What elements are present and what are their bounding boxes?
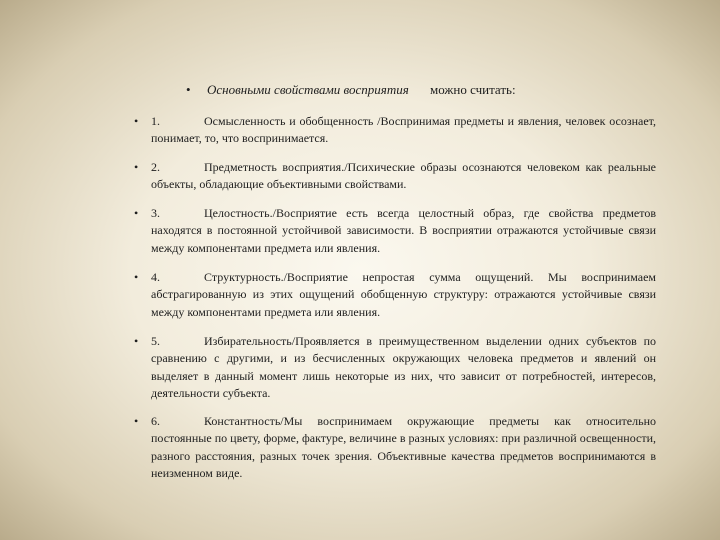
- bullet-icon: •: [134, 160, 139, 174]
- list-item-1: [134, 113, 656, 148]
- item-text: Константность/Мы воспринимаем окружающие предметы как относительно постоянные по цвету, форме, фактуре, величине в разных условиях: при различной освещенности, разного расстояния, разных точек зрения. Объективные качества предметов воспринимаются в неизменном виде.: [151, 414, 656, 480]
- item-text: Осмысленность и обобщенность /Воспринимая предметы и явления, человек осознает, понимает, то, что воспринимается.: [151, 114, 656, 146]
- item-number: 2.: [151, 160, 160, 174]
- bullet-icon: •: [134, 114, 139, 128]
- list-item-5: [134, 333, 656, 402]
- item-number: 3.: [151, 206, 160, 220]
- list-item-4: [134, 269, 656, 321]
- item-number: 1.: [151, 114, 160, 128]
- item-text: Целостность./Восприятие есть всегда целостный образ, где свойства предметов находятся в постоянной устойчивой зависимости. В восприятии отражаются устойчивые связи между компонентами предмета или явления.: [151, 206, 656, 255]
- item-number: 6.: [151, 414, 160, 428]
- bullet-icon: •: [134, 414, 139, 428]
- list-item-6: [134, 413, 656, 482]
- bullet-icon: •: [134, 270, 139, 284]
- list-item-3: [134, 205, 656, 257]
- heading-regular-text: можно считать:: [430, 82, 516, 97]
- item-text: Предметность восприятия./Психические образы осознаются человеком как реальные объекты, обладающие объективными свойствами.: [151, 160, 656, 192]
- bullet-icon: •: [134, 334, 139, 348]
- item-text: Избирательность/Проявляется в преимущественном выделении одних субъектов по сравнению с другими, и из бесчисленных окружающих человека предметов и явлений он выделяет в данный момент лишь некоторые из них, что зависит от потребностей, интересов, деятельности субъекта.: [151, 334, 656, 400]
- item-number: 4.: [151, 270, 160, 284]
- list-item-2: [134, 159, 656, 194]
- bullet-icon: •: [134, 206, 139, 220]
- bullet-icon: •: [186, 82, 191, 97]
- item-number: 5.: [151, 334, 160, 348]
- item-text: Структурность./Восприятие непростая сумма ощущений. Мы воспринимаем абстрагированную из этих ощущений обобщенную структуру: отражаются устойчивые связи между компонентами предмета или явления.: [151, 270, 656, 319]
- heading-italic-text: Основными свойствами восприятия: [207, 82, 409, 97]
